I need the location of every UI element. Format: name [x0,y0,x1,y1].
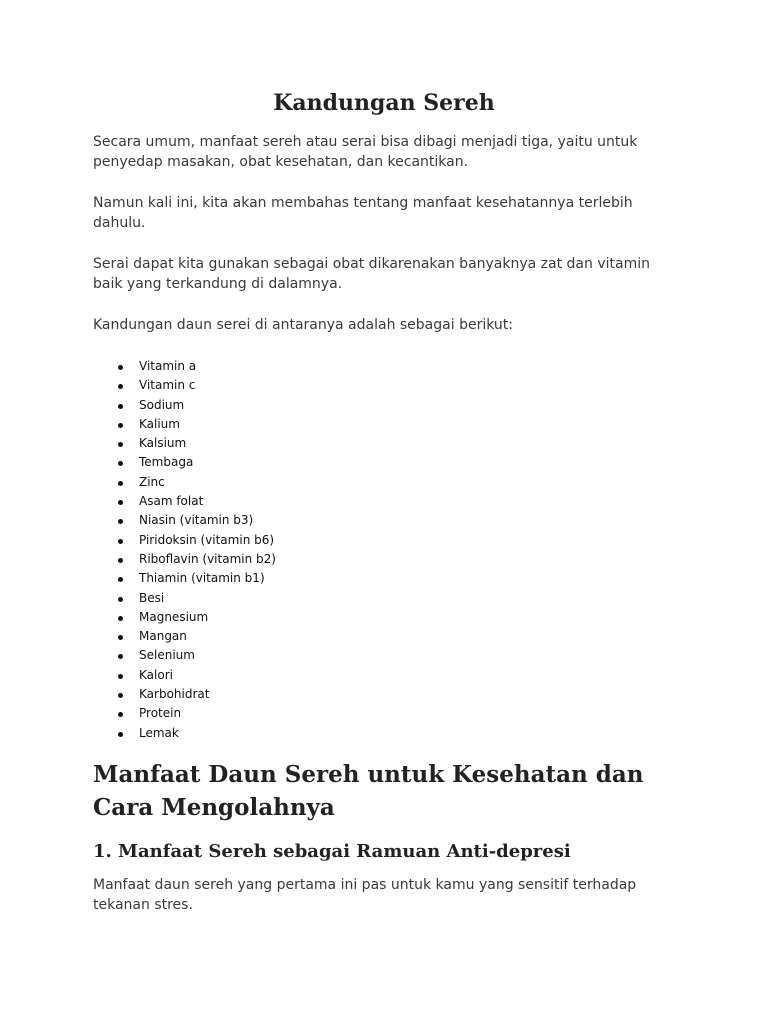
bullet-icon [118,481,123,486]
list-item: Kalsium [93,434,493,453]
subsection-heading: 1. Manfaat Sereh sebagai Ramuan Anti-depresi [93,841,571,862]
bullet-icon [118,500,123,505]
paragraph-health-focus: Namun kali ini, kita akan membahas tentang manfaat kesehatannya terlebih dahulu. [93,195,633,231]
page-title: Kandungan Sereh [273,90,495,116]
list-item: Thiamin (vitamin b1) [93,569,493,588]
bullet-icon [118,674,123,679]
list-item: Piridoksin (vitamin b6) [93,531,493,550]
bullet-icon [118,654,123,659]
list-item: Kalori [93,666,493,685]
nutrient-list [93,357,493,743]
subsection-paragraph: Manfaat daun sereh yang pertama ini pas untuk kamu yang sensitif terhadap tekanan stres. [93,877,637,913]
list-item: Kalium [93,415,493,434]
bullet-icon [118,442,123,447]
list-item: Besi [93,589,493,608]
list-item: Sodium [93,396,493,415]
section-heading: Manfaat Daun Sereh untuk Kesehatan dan Cara Mengolahnya [93,761,644,821]
paragraph-list-intro: Kandungan daun serei di antaranya adalah sebagai berikut: [93,317,513,333]
bullet-icon [118,384,123,389]
list-item: Niasin (vitamin b3) [93,511,493,530]
list-item: Vitamin c [93,376,493,395]
bullet-icon [118,461,123,466]
paragraph-medicine: Serai dapat kita gunakan sebagai obat dikarenakan banyaknya zat dan vitamin baik yang terkandung di dalamnya. [93,256,650,292]
intro-paragraph: Secara umum, manfaat sereh atau serai bisa dibagi menjadi tiga, yaitu untuk penyedap masakan, obat kesehatan, dan kecantikan. [93,134,638,170]
bullet-icon [118,423,123,428]
list-item: Mangan [93,627,493,646]
bullet-icon [118,519,123,524]
list-item: Karbohidrat [93,685,493,704]
list-item: Asam folat [93,492,493,511]
list-item: Zinc [93,473,493,492]
list-item: Protein [93,704,493,723]
bullet-icon [118,539,123,544]
bullet-icon [118,635,123,640]
list-item: Tembaga [93,453,493,472]
bullet-icon [118,558,123,563]
bullet-icon [118,365,123,370]
bullet-icon [118,693,123,698]
list-item: Riboflavin (vitamin b2) [93,550,493,569]
list-item: Magnesium [93,608,493,627]
bullet-icon [118,577,123,582]
bullet-icon [118,712,123,717]
list-item: Vitamin a [93,357,493,376]
bullet-icon [118,597,123,602]
bullet-icon [118,616,123,621]
bullet-icon [118,404,123,409]
list-item: Lemak [93,724,493,743]
bullet-icon [118,732,123,737]
list-item: Selenium [93,646,493,665]
